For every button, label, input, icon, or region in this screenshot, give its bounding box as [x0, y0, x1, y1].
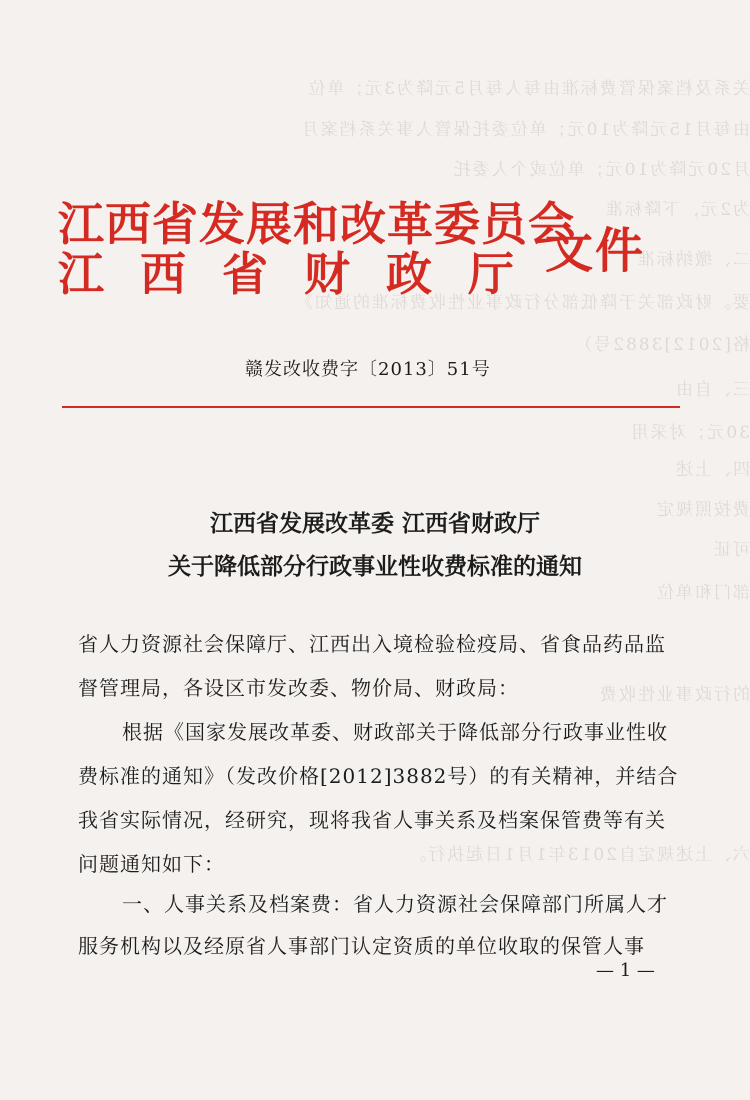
document-type-label: 文件	[545, 223, 646, 279]
show-through-text: 为2元，下降标准	[604, 200, 750, 220]
issuer-line-2: 江西省财政厅	[58, 247, 550, 301]
show-through-text: 费按照规定	[655, 500, 750, 520]
show-through-text: 30元；对采用	[629, 423, 750, 443]
page-number: — 1 —	[596, 960, 655, 981]
body-line: 费标准的通知》（发改价格[2012]3882号）的有关精神，并结合	[78, 764, 679, 788]
body-line: 问题通知如下：	[78, 852, 225, 876]
show-through-text: 四、上述	[674, 460, 750, 480]
document-number: 赣发改收费字〔2013〕51号	[245, 359, 491, 380]
show-through-text: 三、自由	[674, 380, 750, 400]
show-through-text: 二、缴纳标准	[636, 250, 750, 270]
show-through-text: 部门和单位	[655, 583, 750, 603]
show-through-text: 月20元降为10元；单位或个人委托	[451, 160, 750, 180]
show-through-text: 要。财政部关于降低部分行政事业性收费标准的通知》	[294, 293, 750, 313]
show-through-text: 的行政事业性收费	[598, 685, 750, 705]
show-through-text: 可证	[712, 540, 750, 560]
show-through-text: 格[2012]3882号）	[573, 335, 750, 355]
body-line: 省人力资源社会保障厅、江西出入境检验检疫局、省食品药品监	[78, 632, 666, 656]
body-line: 一、人事关系及档案费：省人力资源社会保障部门所属人才	[122, 892, 668, 916]
body-line: 我省实际情况，经研究，现将我省人事关系及档案保管费等有关	[78, 808, 666, 832]
document-title-line-2: 关于降低部分行政事业性收费标准的通知	[168, 554, 582, 580]
body-line: 督管理局，各设区市发改委、物价局、财政局：	[78, 676, 519, 700]
show-through-text: 关系及档案保管费标准由每人每月5元降为3元；单位	[306, 79, 750, 99]
issuer-line-1: 江西省发展和改革委员会	[58, 197, 575, 251]
show-through-text: 六、上述规定自2013年1月1日起执行。	[407, 845, 750, 865]
body-line: 根据《国家发展改革委、财政部关于降低部分行政事业性收	[122, 720, 668, 744]
header-divider	[62, 406, 680, 408]
document-title-line-1: 江西省发展改革委 江西省财政厅	[209, 511, 540, 537]
show-through-text: 由每月15元降为10元；单位委托保管人事关系档案月	[299, 120, 750, 140]
body-line: 服务机构以及经原省人事部门认定资质的单位收取的保管人事	[78, 934, 645, 958]
